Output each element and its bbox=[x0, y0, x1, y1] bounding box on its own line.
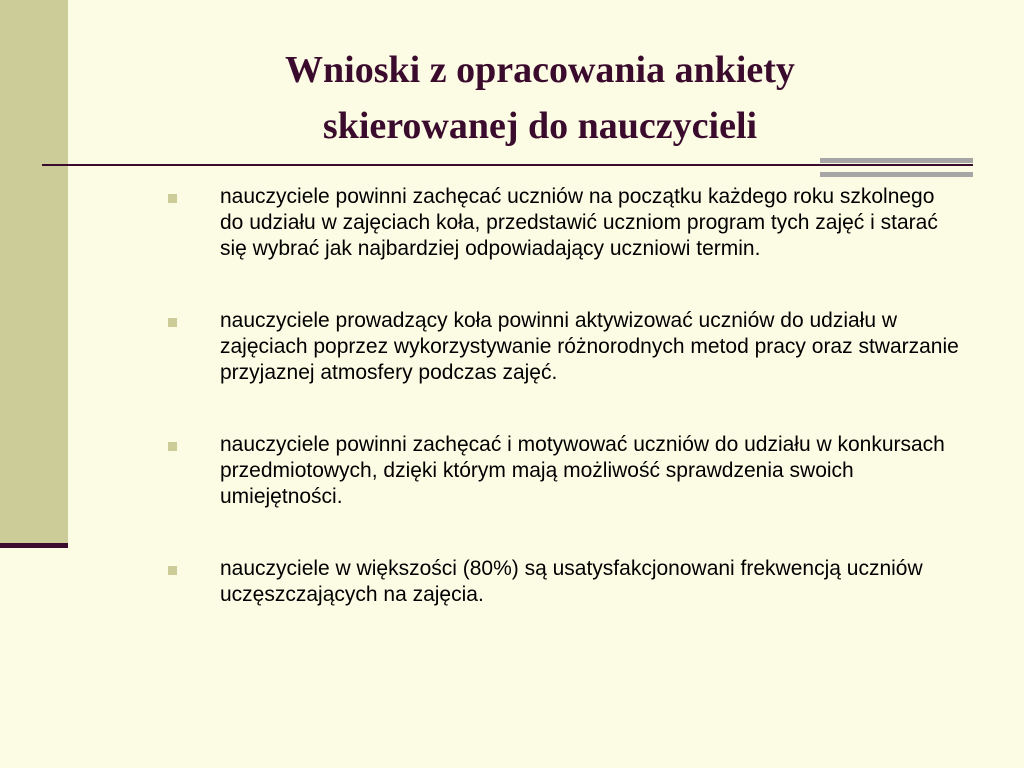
square-bullet-icon bbox=[168, 318, 177, 327]
square-bullet-icon bbox=[168, 566, 177, 575]
title-underline bbox=[42, 164, 973, 166]
left-accent-band bbox=[0, 0, 68, 548]
title-line-1: Wnioski z opracowania ankiety bbox=[285, 49, 795, 91]
title-line-2: skierowanej do nauczycieli bbox=[322, 105, 758, 147]
bullet-text-2: nauczyciele prowadzący koła powinni aktywizować uczniów do udziału w zajęciach poprzez wykorzystywanie różnorodnych metod pracy oraz stwarzanie przyjaznej atmosfery podczas zajęć. bbox=[220, 309, 959, 384]
slide-title bbox=[120, 42, 960, 154]
square-bullet-icon bbox=[168, 194, 177, 203]
bullet-item-4 bbox=[160, 556, 960, 608]
bullet-list bbox=[160, 184, 960, 608]
title-underline-accent-bottom bbox=[820, 172, 973, 177]
left-band-divider bbox=[0, 543, 68, 548]
square-bullet-icon bbox=[168, 442, 177, 451]
bullet-item-1 bbox=[160, 184, 960, 262]
bullet-text-1: nauczyciele powinni zachęcać uczniów na początku każdego roku szkolnego do udziału w zajęciach koła, przedstawić uczniom program tych zajęć i starać się wybrać jak najbardziej odpowiadający uczniowi termin. bbox=[220, 185, 938, 260]
bullet-item-3 bbox=[160, 432, 960, 510]
bullet-text-3: nauczyciele powinni zachęcać i motywować uczniów do udziału w konkursach przedmiotowych, dzięki którym mają możliwość sprawdzenia swoich umiejętności. bbox=[220, 433, 945, 508]
title-underline-accent-top bbox=[820, 158, 973, 163]
bullet-item-2 bbox=[160, 308, 960, 386]
bullet-text-4: nauczyciele w większości (80%) są usatysfakcjonowani frekwencją uczniów uczęszczających na zajęcia. bbox=[220, 557, 923, 606]
